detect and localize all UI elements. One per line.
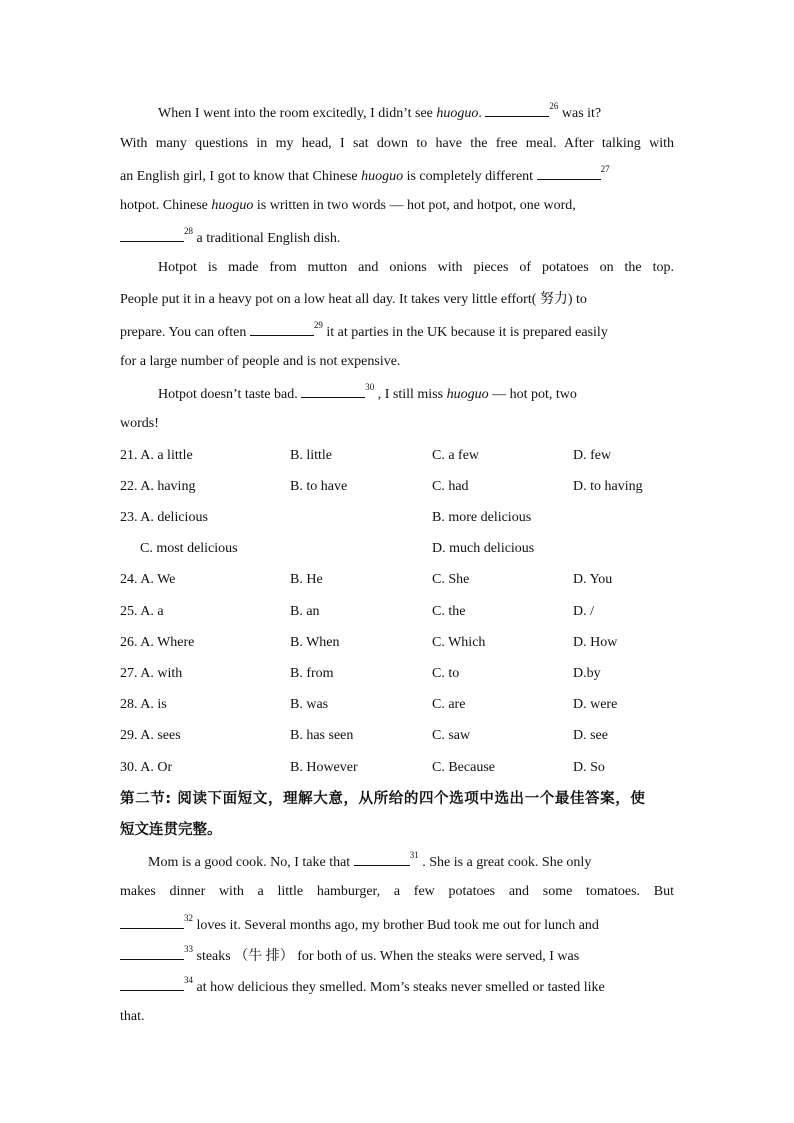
option-c[interactable]: C. Because [432,760,495,775]
option-d[interactable]: D. to having [573,479,643,494]
option-b[interactable]: B. an [290,604,320,619]
question-21[interactable]: 21. A. a little [120,448,193,463]
passage1-line-8: prepare. You can often $^{29}$ it at parties in the UK because it is prepared easily [120,320,608,340]
passage2-line-4: $^{33}$ steaks （牛 排） for both of us. When the steaks were served, I was [120,945,674,967]
passage2-line-1: Mom is a good cook. No, I take that $^{31}$ . She is a great cook. She only [148,850,592,870]
passage1-line-9: for a large number of people and is not expensive. [120,354,401,369]
section-heading-continued: 短文连贯完整。 [120,822,222,838]
option-c[interactable]: C. the [432,604,466,619]
option-d[interactable]: D. were [573,697,618,712]
question-22[interactable]: 22. A. having [120,479,196,494]
question-24[interactable]: 24. A. We [120,572,176,587]
option-d[interactable]: D. / [573,604,594,619]
option-c[interactable]: C. to [432,666,460,681]
option-b[interactable]: B. was [290,697,329,712]
passage1-line-6: Hotpot is made from mutton and onions with pieces of potatoes on the top. [158,260,674,275]
option-b[interactable]: B. has seen [290,728,354,743]
option-b[interactable]: B. little [290,448,332,463]
option-b[interactable]: B. He [290,572,323,587]
option-c[interactable]: C. a few [432,448,480,463]
question-29[interactable]: 29. A. sees [120,728,181,743]
passage1-line-10: Hotpot doesn’t taste bad. $^{30}$ , I still miss huoguo — hot pot, two [158,382,577,402]
option-b[interactable]: B. more delicious [432,510,532,525]
answer-blank[interactable] [354,851,410,866]
passage1-line-5: $^{28}$ a traditional English dish. [120,227,674,249]
option-c[interactable]: C. most delicious [140,541,238,556]
answer-blank[interactable] [120,914,184,929]
option-c[interactable]: C. saw [432,728,471,743]
answer-blank[interactable] [120,227,184,242]
option-d[interactable]: D. How [573,635,618,650]
section-heading: 第二节: 阅读下面短文，理解大意，从所给的四个选项中选出一个最佳答案，使 [120,791,646,807]
option-b[interactable]: B. to have [290,479,348,494]
option-d[interactable]: D. see [573,728,608,743]
answer-blank[interactable] [485,102,549,117]
passage1-line-4: hotpot. Chinese huoguo is written in two words — hot pot, and hotpot, one word, [120,198,576,213]
passage1-line-1: When I went into the room excitedly, I didn’t see huoguo. $^{26}$ was it? [158,101,602,121]
option-b[interactable]: B. However [290,760,358,775]
option-d[interactable]: D.by [573,666,601,681]
option-d[interactable]: D. So [573,760,605,775]
answer-blank[interactable] [537,165,601,180]
question-25[interactable]: 25. A. a [120,604,164,619]
passage2-line-6: that. [120,1009,145,1024]
question-27[interactable]: 27. A. with [120,666,183,681]
option-d[interactable]: D. few [573,448,612,463]
option-d[interactable]: D. You [573,572,613,587]
option-c[interactable]: C. She [432,572,470,587]
option-c[interactable]: C. Which [432,635,486,650]
passage2-line-2: makes dinner with a little hamburger, a few potatoes and some tomatoes. But [120,884,674,899]
question-26[interactable]: 26. A. Where [120,635,195,650]
passage2-line-3: $^{32}$ loves it. Several months ago, my brother Bud took me out for lunch and [120,914,674,936]
option-d[interactable]: D. much delicious [432,541,535,556]
question-30[interactable]: 30. A. Or [120,760,173,775]
passage1-line-3: an English girl, I got to know that Chinese huoguo is completely different $^{27}$ [120,164,610,184]
passage1-line-11: words! [120,416,159,431]
passage1-line-7: People put it in a heavy pot on a low heat all day. It takes very little effort( 努力) to [120,292,587,307]
passage1-line-2: With many questions in my head, I sat down to have the free meal. After talking with [120,136,674,151]
option-c[interactable]: C. are [432,697,466,712]
option-b[interactable]: B. from [290,666,334,681]
answer-blank[interactable] [120,945,184,960]
question-28[interactable]: 28. A. is [120,697,167,712]
option-c[interactable]: C. had [432,479,469,494]
question-23[interactable]: 23. A. delicious [120,510,208,525]
passage2-line-5: $^{34}$ at how delicious they smelled. Mom’s steaks never smelled or tasted like [120,976,674,998]
answer-blank[interactable] [120,976,184,991]
option-b[interactable]: B. When [290,635,340,650]
answer-blank[interactable] [301,383,365,398]
answer-blank[interactable] [250,321,314,336]
